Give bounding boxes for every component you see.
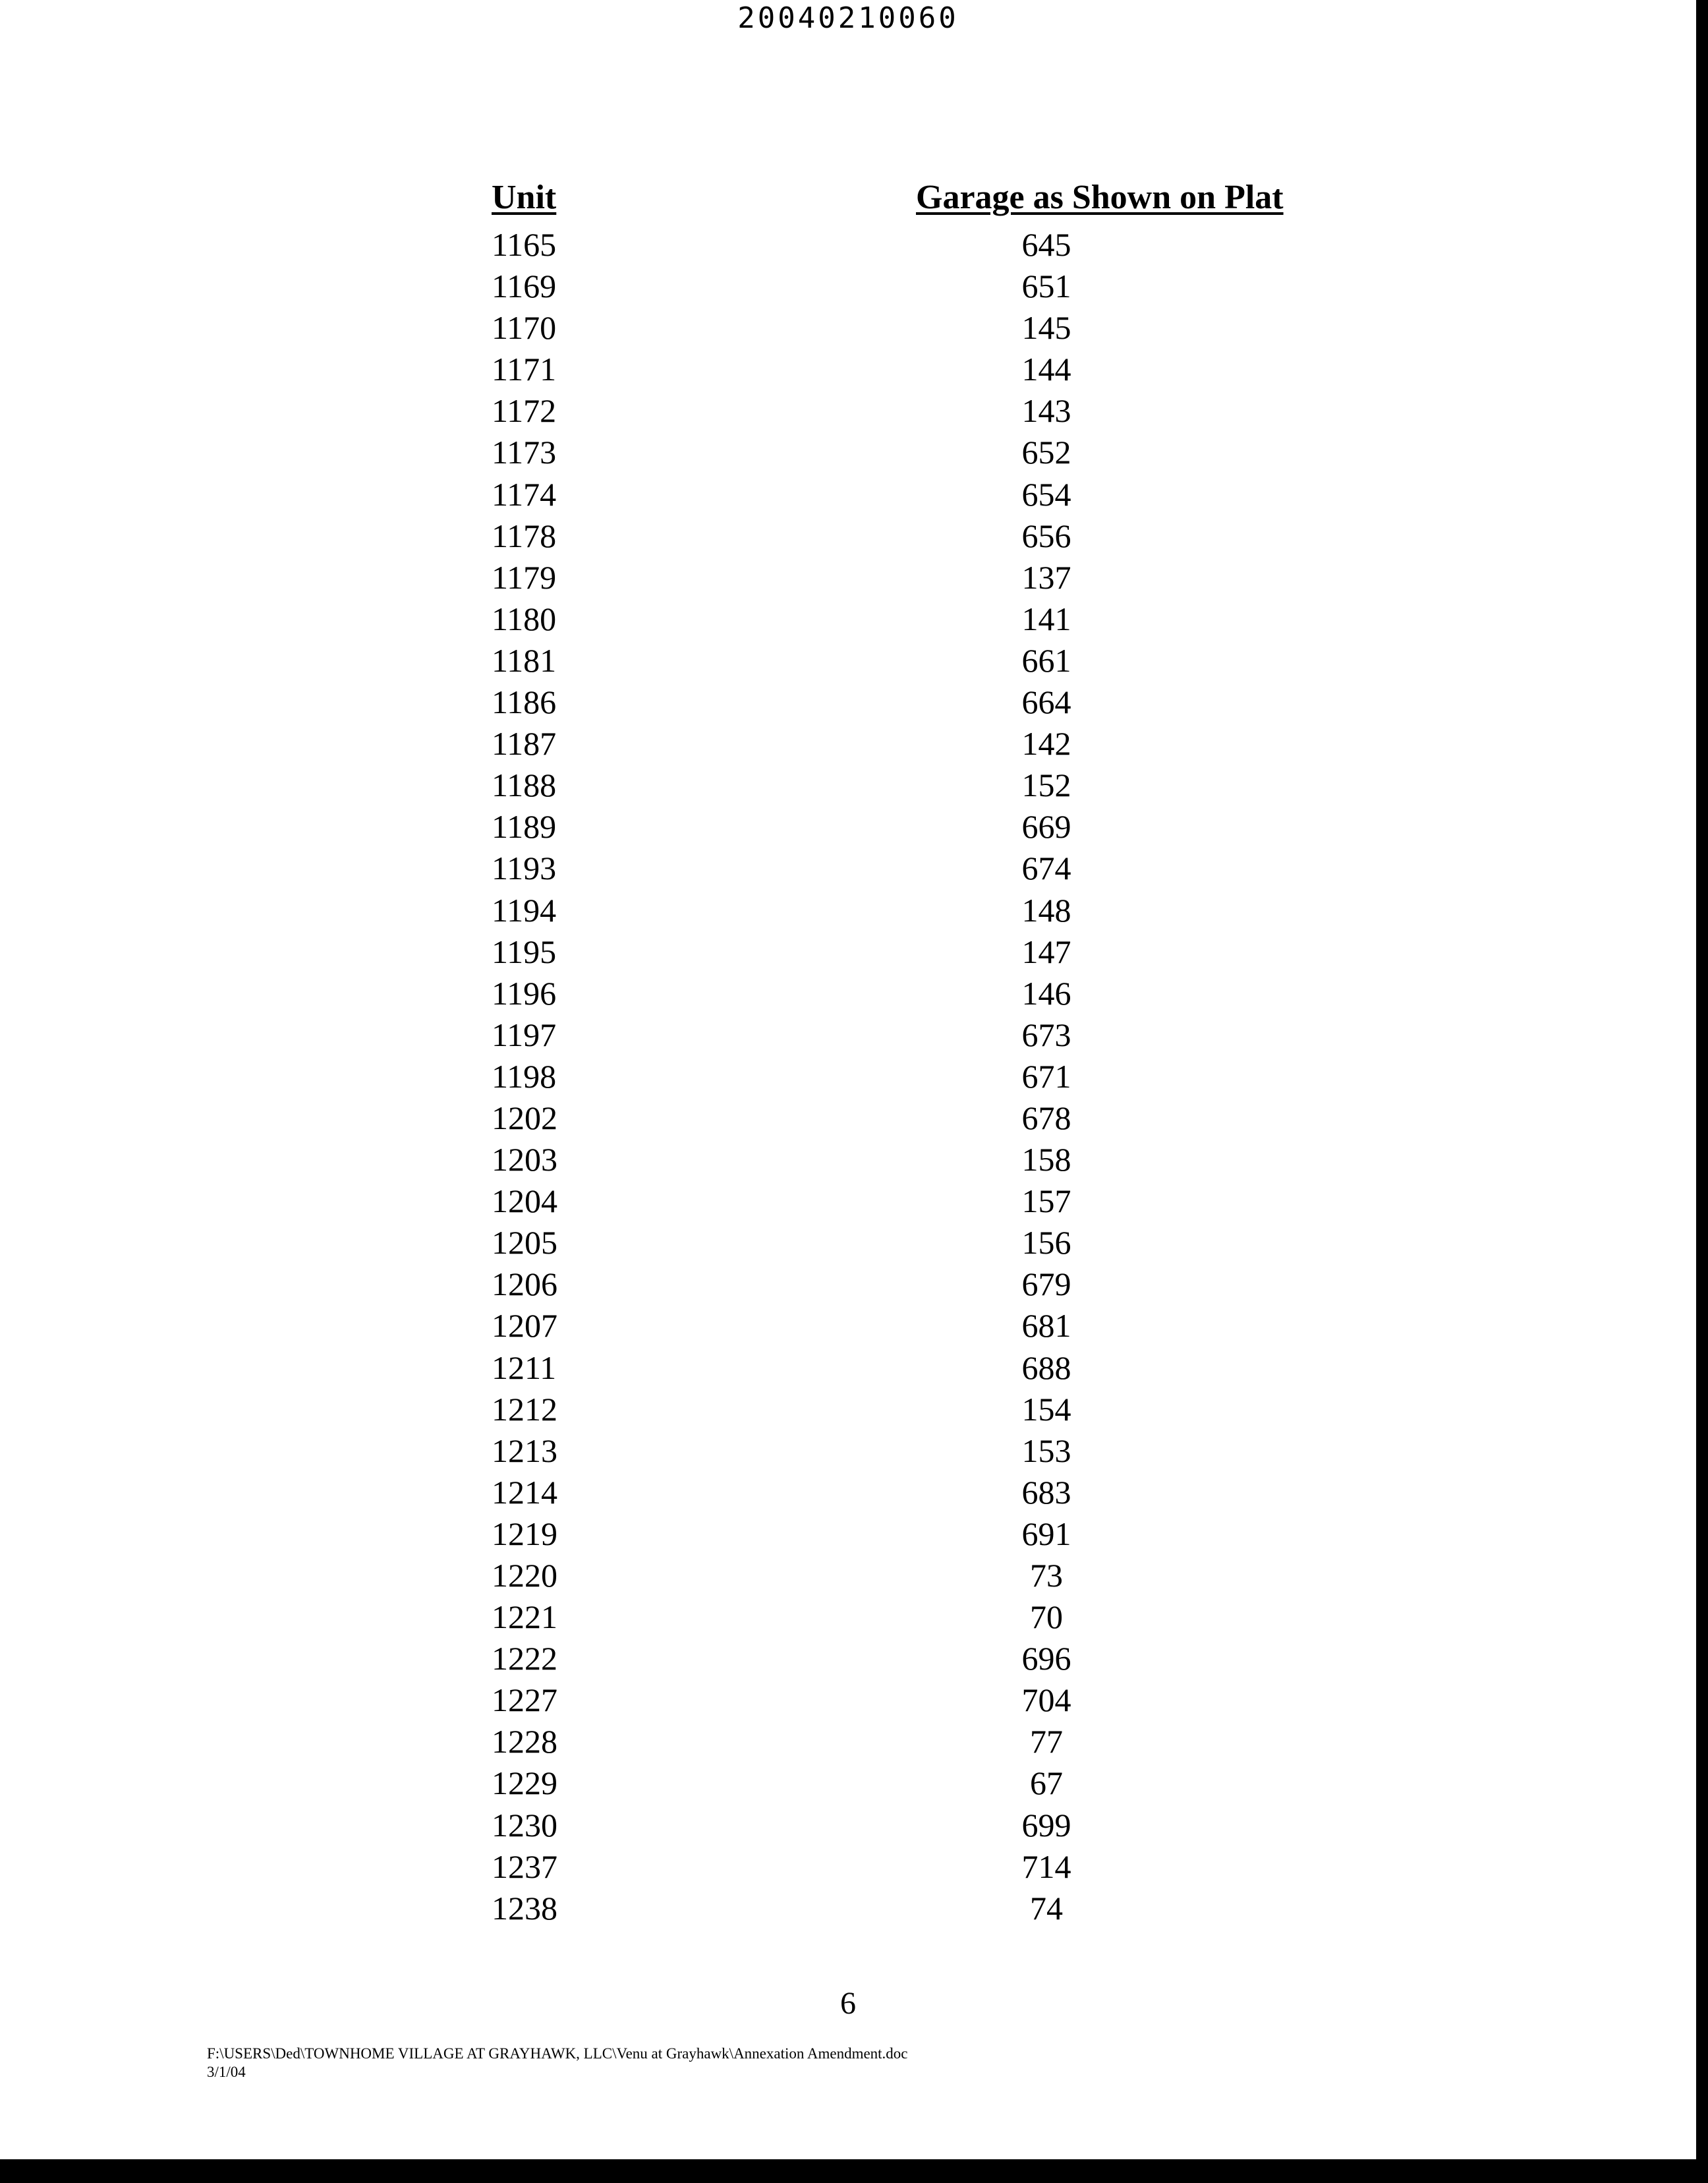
- table-row: [492, 267, 1282, 308]
- garage-column-header: Garage as Shown on Plat: [916, 179, 1284, 216]
- unit-cell: 1214: [492, 1473, 557, 1511]
- garage-cell: 669: [1021, 808, 1071, 846]
- table-row: [492, 475, 1282, 517]
- unit-cell: 1178: [492, 517, 557, 554]
- page-number: 6: [840, 1986, 856, 2021]
- table-row: [492, 974, 1282, 1016]
- garage-cell: 157: [1021, 1182, 1071, 1220]
- unit-cell: 1165: [492, 226, 557, 263]
- garage-cell: 704: [1021, 1681, 1071, 1719]
- unit-cell: 1228: [492, 1723, 557, 1761]
- garage-cell: 148: [1021, 891, 1071, 929]
- unit-cell: 1187: [492, 725, 557, 763]
- table-row: [492, 724, 1282, 766]
- table-row: [492, 1889, 1282, 1931]
- unit-cell: 1237: [492, 1848, 557, 1885]
- table-row: [492, 1806, 1282, 1848]
- unit-cell: 1170: [492, 309, 557, 347]
- unit-cell: 1206: [492, 1266, 557, 1303]
- unit-cell: 1227: [492, 1681, 557, 1719]
- table-row: [492, 308, 1282, 350]
- table-row: [492, 1140, 1282, 1182]
- unit-cell: 1189: [492, 808, 557, 846]
- table-row: [492, 933, 1282, 974]
- table-row: [492, 1515, 1282, 1556]
- garage-cell: 143: [1021, 392, 1071, 430]
- unit-cell: 1196: [492, 974, 557, 1012]
- unit-cell: 1173: [492, 434, 557, 471]
- garage-cell: 654: [1021, 475, 1071, 513]
- table-row: [492, 1057, 1282, 1099]
- garage-cell: 678: [1021, 1099, 1071, 1136]
- garage-cell: 671: [1021, 1057, 1071, 1095]
- unit-cell: 1229: [492, 1764, 557, 1802]
- garage-cell: 154: [1021, 1390, 1071, 1428]
- table-row: [492, 683, 1282, 724]
- unit-cell: 1211: [492, 1349, 557, 1386]
- unit-cell: 1186: [492, 684, 557, 721]
- garage-cell: 67: [1030, 1764, 1063, 1802]
- table-row: [492, 1764, 1282, 1805]
- garage-cell: 156: [1021, 1224, 1071, 1262]
- table-row: [492, 1390, 1282, 1432]
- table-row: [492, 1473, 1282, 1515]
- garage-cell: 674: [1021, 850, 1071, 887]
- table-row: [492, 1432, 1282, 1473]
- garage-cell: 696: [1021, 1640, 1071, 1677]
- garage-cell: 70: [1030, 1598, 1063, 1636]
- garage-cell: 152: [1021, 767, 1071, 804]
- table-body: [492, 225, 1282, 1931]
- table-row: [492, 641, 1282, 683]
- table-row: [492, 766, 1282, 807]
- unit-cell: 1238: [492, 1889, 557, 1927]
- unit-cell: 1171: [492, 351, 557, 388]
- unit-cell: 1172: [492, 392, 557, 430]
- garage-cell: 699: [1021, 1806, 1071, 1844]
- document-number: 20040210060: [737, 1, 959, 35]
- garage-cell: 651: [1021, 268, 1071, 305]
- garage-cell: 681: [1021, 1307, 1071, 1345]
- unit-cell: 1204: [492, 1182, 557, 1220]
- unit-cell: 1179: [492, 558, 557, 596]
- unit-cell: 1203: [492, 1141, 557, 1179]
- footer-date: 3/1/04: [207, 2064, 246, 2080]
- garage-cell: 141: [1021, 600, 1071, 637]
- table-row: [492, 1639, 1282, 1681]
- garage-cell: 673: [1021, 1016, 1071, 1053]
- unit-cell: 1181: [492, 641, 557, 679]
- unit-cell: 1195: [492, 933, 557, 970]
- unit-cell: 1230: [492, 1806, 557, 1844]
- garage-cell: 688: [1021, 1349, 1071, 1386]
- table-row: [492, 558, 1282, 600]
- unit-cell: 1221: [492, 1598, 557, 1636]
- garage-cell: 74: [1030, 1889, 1063, 1927]
- garage-cell: 145: [1021, 309, 1071, 347]
- table-row: [492, 1099, 1282, 1140]
- table-row: [492, 225, 1282, 267]
- garage-cell: 714: [1021, 1848, 1071, 1885]
- unit-cell: 1207: [492, 1307, 557, 1345]
- unit-cell: 1197: [492, 1016, 557, 1053]
- garage-cell: 144: [1021, 351, 1071, 388]
- unit-cell: 1212: [492, 1390, 557, 1428]
- garage-cell: 147: [1021, 933, 1071, 970]
- table-row: [492, 891, 1282, 933]
- garage-cell: 142: [1021, 725, 1071, 763]
- unit-cell: 1202: [492, 1099, 557, 1136]
- unit-cell: 1194: [492, 891, 557, 929]
- table-row: [492, 1556, 1282, 1598]
- unit-cell: 1198: [492, 1057, 557, 1095]
- garage-cell: 645: [1021, 226, 1071, 263]
- table-row: [492, 849, 1282, 890]
- table-row: [492, 1681, 1282, 1722]
- table-row: [492, 1016, 1282, 1057]
- garage-cell: 77: [1030, 1723, 1063, 1761]
- table-row: [492, 392, 1282, 433]
- garage-cell: 656: [1021, 517, 1071, 554]
- garage-cell: 691: [1021, 1515, 1071, 1552]
- table-row: [492, 1598, 1282, 1639]
- table-row: [492, 433, 1282, 475]
- unit-cell: 1174: [492, 475, 557, 513]
- garage-cell: 683: [1021, 1473, 1071, 1511]
- table-row: [492, 350, 1282, 392]
- unit-cell: 1193: [492, 850, 557, 887]
- garage-cell: 652: [1021, 434, 1071, 471]
- footer-file-path: F:\USERS\Ded\TOWNHOME VILLAGE AT GRAYHAWK, LLC\Venu at Grayhawk\Annexation Amendment.doc: [207, 2045, 908, 2062]
- garage-cell: 679: [1021, 1266, 1071, 1303]
- garage-cell: 73: [1030, 1557, 1063, 1594]
- table-row: [492, 807, 1282, 849]
- unit-cell: 1205: [492, 1224, 557, 1262]
- garage-cell: 146: [1021, 974, 1071, 1012]
- unit-cell: 1180: [492, 600, 557, 637]
- table-row: [492, 1848, 1282, 1889]
- unit-garage-table: [492, 178, 1282, 1931]
- garage-cell: 661: [1021, 641, 1071, 679]
- table-row: [492, 1223, 1282, 1265]
- garage-cell: 664: [1021, 684, 1071, 721]
- unit-cell: 1213: [492, 1432, 557, 1469]
- unit-cell: 1169: [492, 268, 557, 305]
- unit-cell: 1220: [492, 1557, 557, 1594]
- table-row: [492, 1265, 1282, 1306]
- footer: [207, 2045, 908, 2081]
- unit-column-header: Unit: [492, 179, 557, 216]
- garage-cell: 137: [1021, 558, 1071, 596]
- unit-cell: 1222: [492, 1640, 557, 1677]
- table-header: [492, 178, 1282, 225]
- table-row: [492, 517, 1282, 558]
- table-row: [492, 1722, 1282, 1764]
- garage-cell: 153: [1021, 1432, 1071, 1469]
- table-row: [492, 1182, 1282, 1223]
- table-row: [492, 1349, 1282, 1390]
- garage-cell: 158: [1021, 1141, 1071, 1179]
- table-row: [492, 1306, 1282, 1348]
- table-row: [492, 600, 1282, 641]
- unit-cell: 1219: [492, 1515, 557, 1552]
- unit-cell: 1188: [492, 767, 557, 804]
